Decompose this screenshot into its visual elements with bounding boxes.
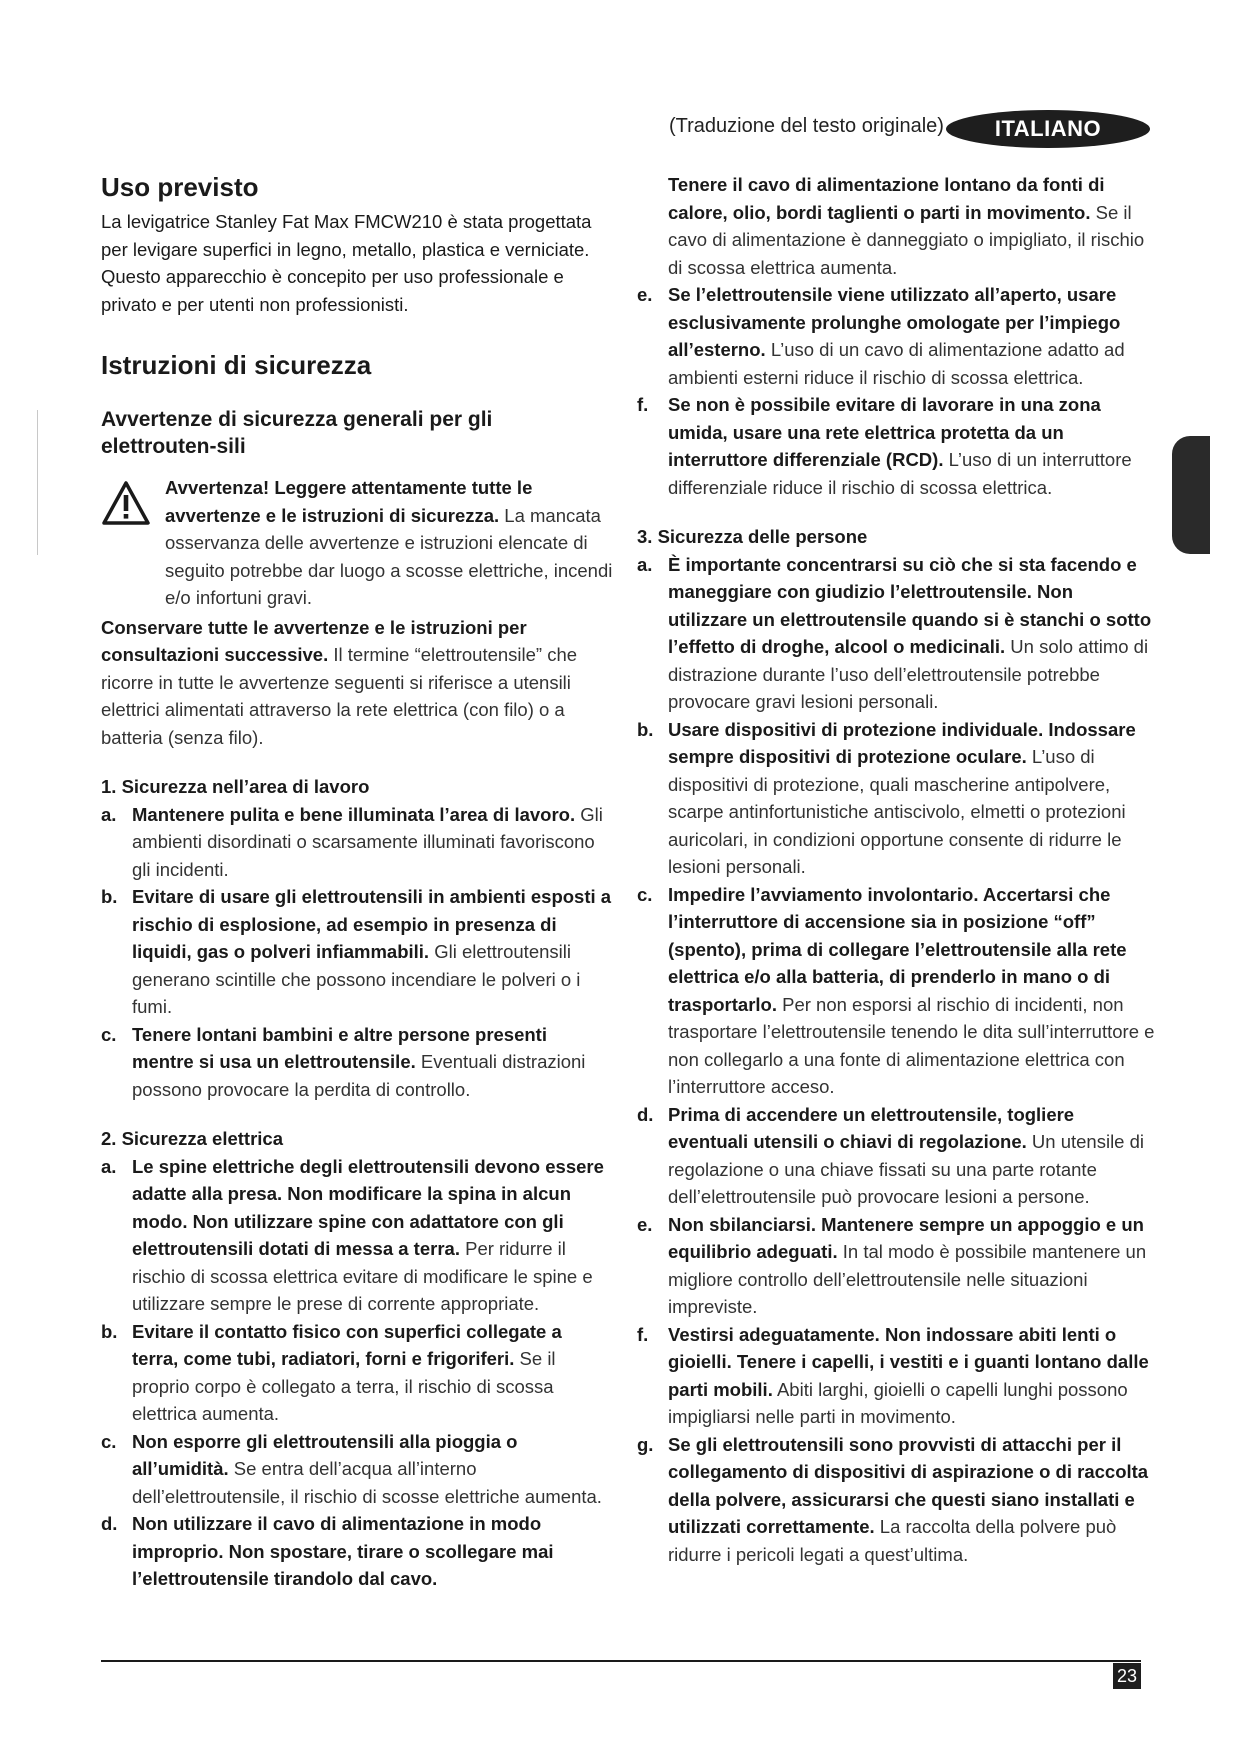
item-label: b. (101, 1320, 118, 1342)
item-label: f. (637, 1323, 649, 1345)
language-badge: ITALIANO (946, 110, 1150, 148)
item-label: e. (637, 284, 653, 305)
item-text: Se entra dell’acqua all’interno dell’elettroutensile, il rischio di scosse elettriche aumenta. (132, 1458, 602, 1507)
conserve-body: Il termine “elettroutensile” che ricorre in tutte le avvertenze seguenti si riferisce a utensili elettrici alimentati attraverso la rete elettrica (con filo) o a batteria (senza filo). (101, 644, 578, 748)
item-text: L’uso di dispositivi di protezione, quali mascherine antipolvere, scarpe antinfortunistiche antiscivolo, elmetti o protezioni auricolari, in condizioni opportune consente di ridurre le lesioni personali. (668, 746, 1126, 877)
item-label: c. (101, 1023, 117, 1045)
item-text: Gli elettroutensili generano scintille che possono incendiare le polveri o i fumi. (132, 941, 581, 1017)
list-item (637, 716, 1157, 881)
item-text: Gli ambienti disordinati o scarsamente illuminati favoriscono gli incidenti. (132, 803, 603, 880)
section-1-list (101, 801, 613, 1104)
section-2-list (101, 1153, 613, 1593)
list-item (637, 1211, 1157, 1321)
warning-block (101, 474, 613, 612)
list-item (637, 1101, 1157, 1211)
list-item (101, 1318, 613, 1428)
uso-previsto-text: La levigatrice Stanley Fat Max FMCW210 è stata progettata per levigare superfici in legno, metallo, plastica e verniciate. Questo apparecchio è concepito per uso professionale e privato e per utenti non professionisti. (101, 211, 592, 315)
item-label: e. (637, 1213, 653, 1235)
item-label: b. (637, 718, 654, 740)
conserve-paragraph (101, 614, 613, 752)
list-item (101, 883, 613, 1021)
item-text: L’uso di un cavo di alimentazione adatto ad ambienti esterni riduce il rischio di scossa elettrica. (668, 339, 1125, 388)
item-label: b. (101, 886, 118, 907)
item-label: a. (637, 553, 653, 575)
warning-body: La mancata osservanza delle avvertenze e istruzioni elencate di seguito potrebbe dar luogo a scosse elettriche, incendi e/o infortuni gravi. (165, 504, 613, 608)
item-text: La raccolta della polvere può ridurre i pericoli legati a quest’ultima. (668, 1516, 1117, 1565)
istruzioni-heading: Istruzioni di sicurezza (101, 350, 372, 380)
list-item (101, 1510, 613, 1593)
list-item (101, 1021, 613, 1104)
section-1-heading: 1. Sicurezza nell’area di lavoro (101, 776, 370, 797)
warning-text (165, 474, 613, 612)
item-bold: Se non è possibile evitare di lavorare in una zona umida, usare una rete elettrica protetta da un interruttore differenziale (RCD). (668, 394, 1101, 470)
item-bold: Impedire l’avviamento involontario. Accertarsi che l’interruttore di accensione sia in posizione “off” (spento), prima di collegare l’elettroutensile alla rete elettrica e/o alla batteria, di prenderlo in mano o di trasportarlo. (668, 883, 1127, 1015)
item-label: a. (101, 803, 117, 825)
item-bold: Usare dispositivi di protezione individuale. Indossare sempre dispositivi di protezione oculare. (668, 718, 1136, 767)
footer-rule (101, 1660, 1141, 1662)
warning-triangle-icon (101, 474, 151, 612)
section-3-heading: 3. Sicurezza delle persone (637, 526, 868, 547)
item-text: Eventuali distrazioni possono provocare la perdita di controllo. (132, 1051, 586, 1100)
item-bold: Evitare di usare gli elettroutensili in ambienti esposti a rischio di esplosione, ad esempio in presenza di liquidi, gas o polveri infiammabili. (132, 886, 612, 962)
item-bold: Non sbilanciarsi. Mantenere sempre un appoggio e un equilibrio adeguati. (668, 1213, 1144, 1262)
list-item (637, 391, 1157, 501)
translation-note: (Traduzione del testo originale) (669, 115, 944, 137)
item-label: d. (637, 1103, 654, 1125)
item-text: Un utensile di regolazione o una chiave fissati su una parte rotante dell’elettroutensile può provocare lesioni a persone. (668, 1131, 1145, 1207)
page-number: 23 (1113, 1663, 1141, 1689)
list-item (637, 1431, 1157, 1569)
margin-line (37, 410, 38, 555)
section-3-list (637, 551, 1157, 1569)
section-2-heading: 2. Sicurezza elettrica (101, 1128, 284, 1149)
item-text: Un solo attimo di distrazione durante l’uso dell’elettroutensile potrebbe provocare gravi lesioni personali. (668, 636, 1149, 712)
item-label: c. (101, 1430, 117, 1452)
item-bold: Se l’elettroutensile viene utilizzato all’aperto, usare esclusivamente prolunghe omologate per l’impiego all’esterno. (668, 284, 1121, 360)
item-label: c. (637, 883, 653, 905)
item-bold: Evitare il contatto fisico con superfici collegate a terra, come tubi, radiatori, forni e frigoriferi. (132, 1320, 562, 1369)
item-text: Se il proprio corpo è collegato a terra, il rischio di scossa elettrica aumenta. (132, 1348, 556, 1424)
item-label: d. (101, 1513, 118, 1534)
list-item (637, 881, 1157, 1101)
right-column (637, 171, 1157, 1568)
list-item (637, 1321, 1157, 1431)
item-text: In tal modo è possibile mantenere un migliore controllo dell’elettroutensile nelle situazioni impreviste. (668, 1241, 1147, 1317)
list-item (101, 1153, 613, 1318)
item-bold: Prima di accendere un elettroutensile, togliere eventuali utensili o chiavi di regolazione. (668, 1103, 1075, 1152)
section-2-list-continued (637, 281, 1157, 501)
avvertenze-heading: Avvertenze di sicurezza generali per gli elettrouten-sili (101, 408, 493, 458)
item-bold: Non utilizzare il cavo di alimentazione in modo improprio. Non spostare, tirare o scollegare mai l’elettroutensile tirandolo dal cavo. (132, 1513, 554, 1589)
list-item (101, 1428, 613, 1511)
item-bold: Mantenere pulita e bene illuminata l’area di lavoro. (132, 803, 576, 825)
item-text: Per non esporsi al rischio di incidenti, non trasportare l’elettroutensile tenendo le dita sull’interruttore e non collegarlo a una fonte di alimentazione elettrica con l’interruttore acceso. (668, 993, 1155, 1097)
section-tab-marker (1172, 436, 1210, 554)
list-item (101, 801, 613, 884)
conserve-bold: Conservare tutte le avvertenze e le istruzioni per consultazioni successive. (101, 616, 527, 665)
item-text: Per ridurre il rischio di scossa elettrica evitare di modificare le spine e utilizzare sempre le prese di corrente appropriate. (132, 1238, 593, 1314)
list-item-continuation (637, 171, 1157, 281)
item-bold: Le spine elettriche degli elettroutensili devono essere adatte alla presa. Non modificare la spina in alcun modo. Non utilizzare spine con adattatore con gli elettroutensili dotati di messa a terra. (132, 1155, 604, 1259)
list-item (637, 551, 1157, 716)
item-bold: Vestirsi adeguatamente. Non indossare abiti lenti o gioielli. Tenere i capelli, i vestiti e i guanti lontano dalle parti mobili. (668, 1323, 1149, 1400)
item-bold: Tenere lontani bambini e altre persone presenti mentre si usa un elettroutensile. (132, 1023, 547, 1072)
item-label: a. (101, 1155, 117, 1177)
list-item (637, 281, 1157, 391)
item-bold: Non esporre gli elettroutensili alla pioggia o all’umidità. (132, 1430, 518, 1479)
warning-bold: Avvertenza! Leggere attentamente tutte le avvertenze e le istruzioni di sicurezza. (165, 477, 533, 526)
item-text: Abiti larghi, gioielli o capelli lunghi possono impigliarsi nelle parti in movimento. (668, 1378, 1128, 1427)
item-label: f. (637, 394, 649, 415)
left-column (101, 170, 613, 1593)
item-label: g. (637, 1433, 654, 1455)
item-text: L’uso di un interruttore differenziale riduce il rischio di scossa elettrica. (668, 449, 1132, 498)
item-bold: Se gli elettroutensili sono provvisti di attacchi per il collegamento di dispositivi di aspirazione o di raccolta della polvere, assicurarsi che questi siano installati e utilizzati correttamente. (668, 1433, 1149, 1537)
item-bold: È importante concentrarsi su ciò che si sta facendo e maneggiare con giudizio l’elettroutensile. Non utilizzare un elettroutensile quando si è stanchi o sotto l’effetto di droghe, alcool o medicinali. (668, 553, 1152, 657)
item-text: Se il cavo di alimentazione è danneggiato o impigliato, il rischio di scossa elettrica aumenta. (668, 201, 1145, 278)
uso-previsto-heading: Uso previsto (101, 172, 259, 202)
item-bold: Tenere il cavo di alimentazione lontano da fonti di calore, olio, bordi taglienti o parti in movimento. (668, 174, 1105, 223)
